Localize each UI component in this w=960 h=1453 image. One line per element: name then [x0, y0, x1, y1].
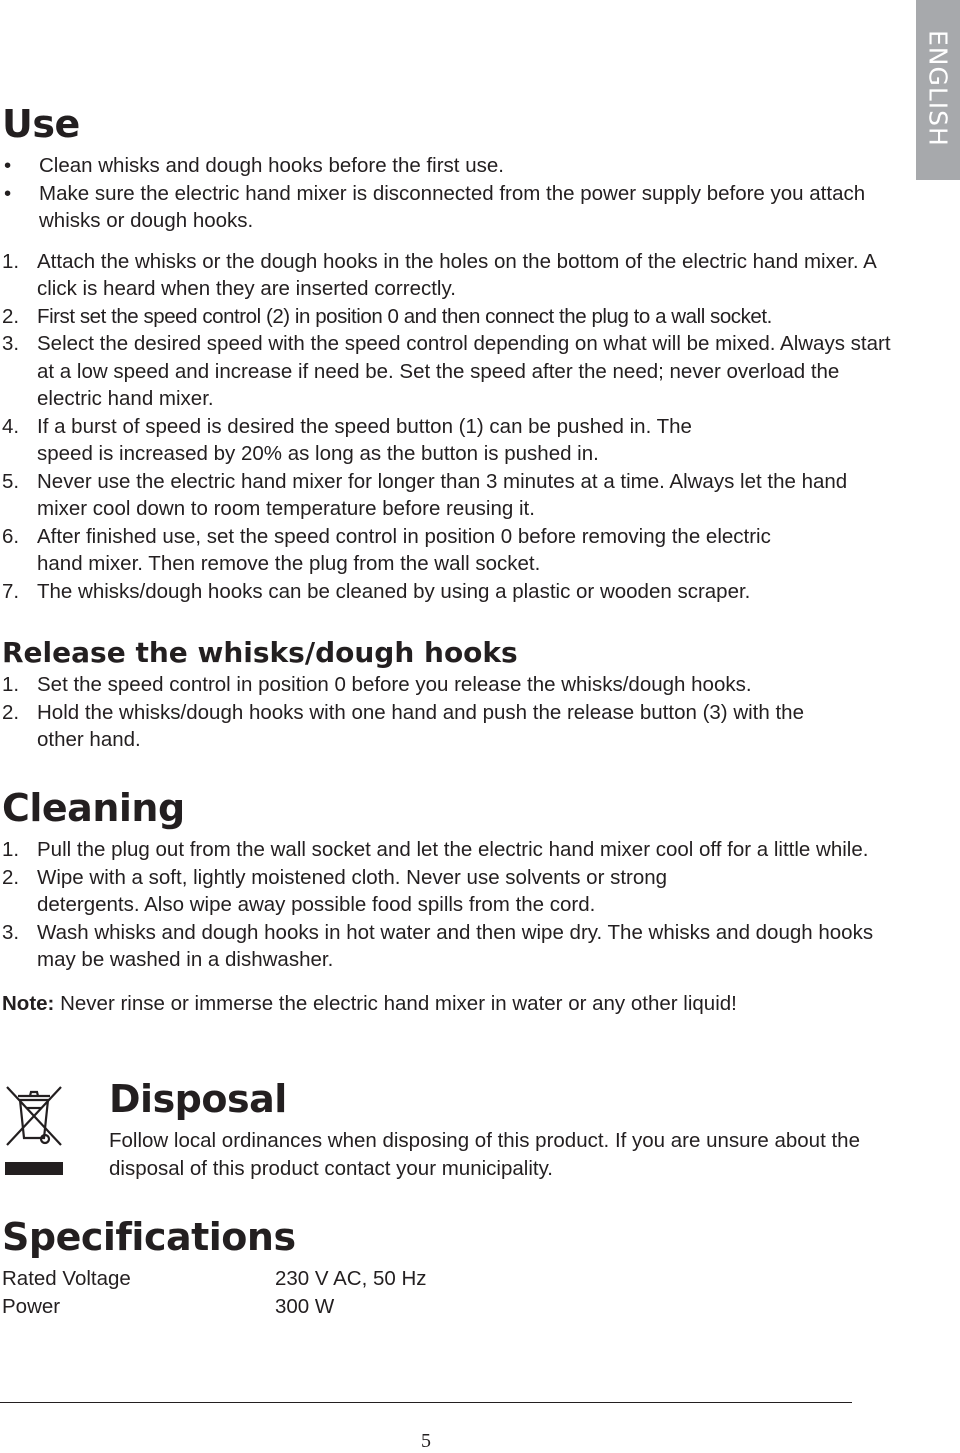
step-number: 2.: [2, 865, 20, 889]
step-text: Select the desired speed with the speed control depending on what will be mixed. Always start at a low speed and increase if need be. Set the speed after the need; never overload the electric hand mixer.: [37, 332, 891, 410]
step-text: Attach the whisks or the dough hooks in the holes on the bottom of the electric hand mixer. A click is heard when they are inserted correctly.: [37, 249, 876, 300]
step-number: 5.: [2, 469, 20, 493]
step-text: Wipe with a soft, lightly moistened cloth. Never use solvents or strong detergents. Also wipe away possible food spills from the cord.: [37, 865, 668, 916]
step-text: If a burst of speed is desired the speed button (1) can be pushed in. The speed is increased by 20% as long as the button is pushed in.: [37, 414, 692, 465]
step-number: 7.: [2, 579, 20, 603]
step-number: 4.: [2, 414, 20, 438]
use-heading: Use: [2, 102, 80, 146]
spec-value: 300 W: [275, 1294, 335, 1318]
release-step-item: [2, 699, 902, 754]
spec-value: 230 V AC, 50 Hz: [275, 1267, 427, 1290]
release-heading: Release the whisks/dough hooks: [2, 636, 518, 669]
note-text: Never rinse or immerse the electric hand mixer in water or any other liquid!: [54, 991, 737, 1015]
disposal-text: Follow local ordinances when disposing of this product. If you are unsure about the disposal of this product contact your municipality.: [109, 1129, 860, 1180]
step-number: 1.: [2, 838, 20, 861]
step-text: Hold the whisks/dough hooks with one hand and push the release button (3) with the other hand.: [37, 700, 804, 751]
use-bullet-text: Clean whisks and dough hooks before the first use.: [39, 154, 504, 177]
disposal-heading: Disposal: [109, 1077, 287, 1121]
language-tab-label: ENGLISH: [923, 30, 953, 147]
cleaning-section: [2, 836, 902, 1017]
use-step-item: [2, 303, 902, 331]
step-text: The whisks/dough hooks can be cleaned by using a plastic or wooden scraper.: [37, 579, 751, 603]
language-tab: [916, 0, 960, 180]
step-text: After finished use, set the speed control in position 0 before removing the electric hand mixer. Then remove the plug from the wall socket.: [37, 524, 771, 575]
step-text: Never use the electric hand mixer for longer than 3 minutes at a time. Always let the hand mixer cool down to room temperature before reusing it.: [37, 469, 848, 520]
step-number: 1.: [2, 249, 20, 273]
bullet-marker: •: [4, 154, 12, 177]
spec-row: [2, 1293, 902, 1321]
use-step-item: [2, 413, 902, 468]
step-text: Wash whisks and dough hooks in hot water and then wipe dry. The whisks and dough hooks may be washed in a dishwasher.: [37, 920, 874, 971]
specifications-table: [2, 1265, 902, 1320]
step-number: 6.: [2, 524, 20, 548]
footer-divider: [0, 1402, 852, 1403]
step-number: 2.: [2, 304, 20, 328]
cleaning-step-item: [2, 836, 902, 864]
use-bullet-text: Make sure the electric hand mixer is disconnected from the power supply before you attach whisks or dough hooks.: [39, 181, 866, 232]
cleaning-step-item: [2, 919, 902, 974]
use-step-item: [2, 248, 902, 303]
use-step-item: [2, 523, 902, 578]
step-text: Set the speed control in position 0 before you release the whisks/dough hooks.: [37, 673, 752, 696]
release-step-item: [2, 671, 902, 699]
use-step-item: [2, 578, 902, 606]
bullet-marker: •: [4, 181, 12, 205]
note-label: Note:: [2, 991, 55, 1015]
use-step-item: [2, 330, 902, 413]
step-text: Pull the plug out from the wall socket and let the electric hand mixer cool off for a little while.: [37, 838, 869, 861]
page-number: 5: [421, 1430, 431, 1452]
crossed-out-wheeled-bin-icon: [5, 1083, 63, 1181]
spec-label: Power: [2, 1294, 61, 1318]
spec-row: [2, 1265, 902, 1293]
step-text: First set the speed control (2) in position 0 and then connect the plug to a wall socket.: [37, 304, 772, 328]
cleaning-heading: Cleaning: [2, 786, 185, 830]
use-step-item: [2, 468, 902, 523]
use-bullet-item: [2, 152, 902, 180]
step-number: 3.: [2, 332, 20, 355]
step-number: 1.: [2, 673, 20, 696]
use-bullet-item: [2, 180, 902, 235]
specifications-heading: Specifications: [2, 1215, 296, 1259]
use-section: [2, 152, 902, 605]
cleaning-step-item: [2, 864, 902, 919]
step-number: 3.: [2, 920, 20, 944]
release-section: [2, 671, 902, 754]
cleaning-note: [2, 990, 902, 1018]
spec-label: Rated Voltage: [2, 1267, 131, 1290]
step-number: 2.: [2, 700, 20, 724]
